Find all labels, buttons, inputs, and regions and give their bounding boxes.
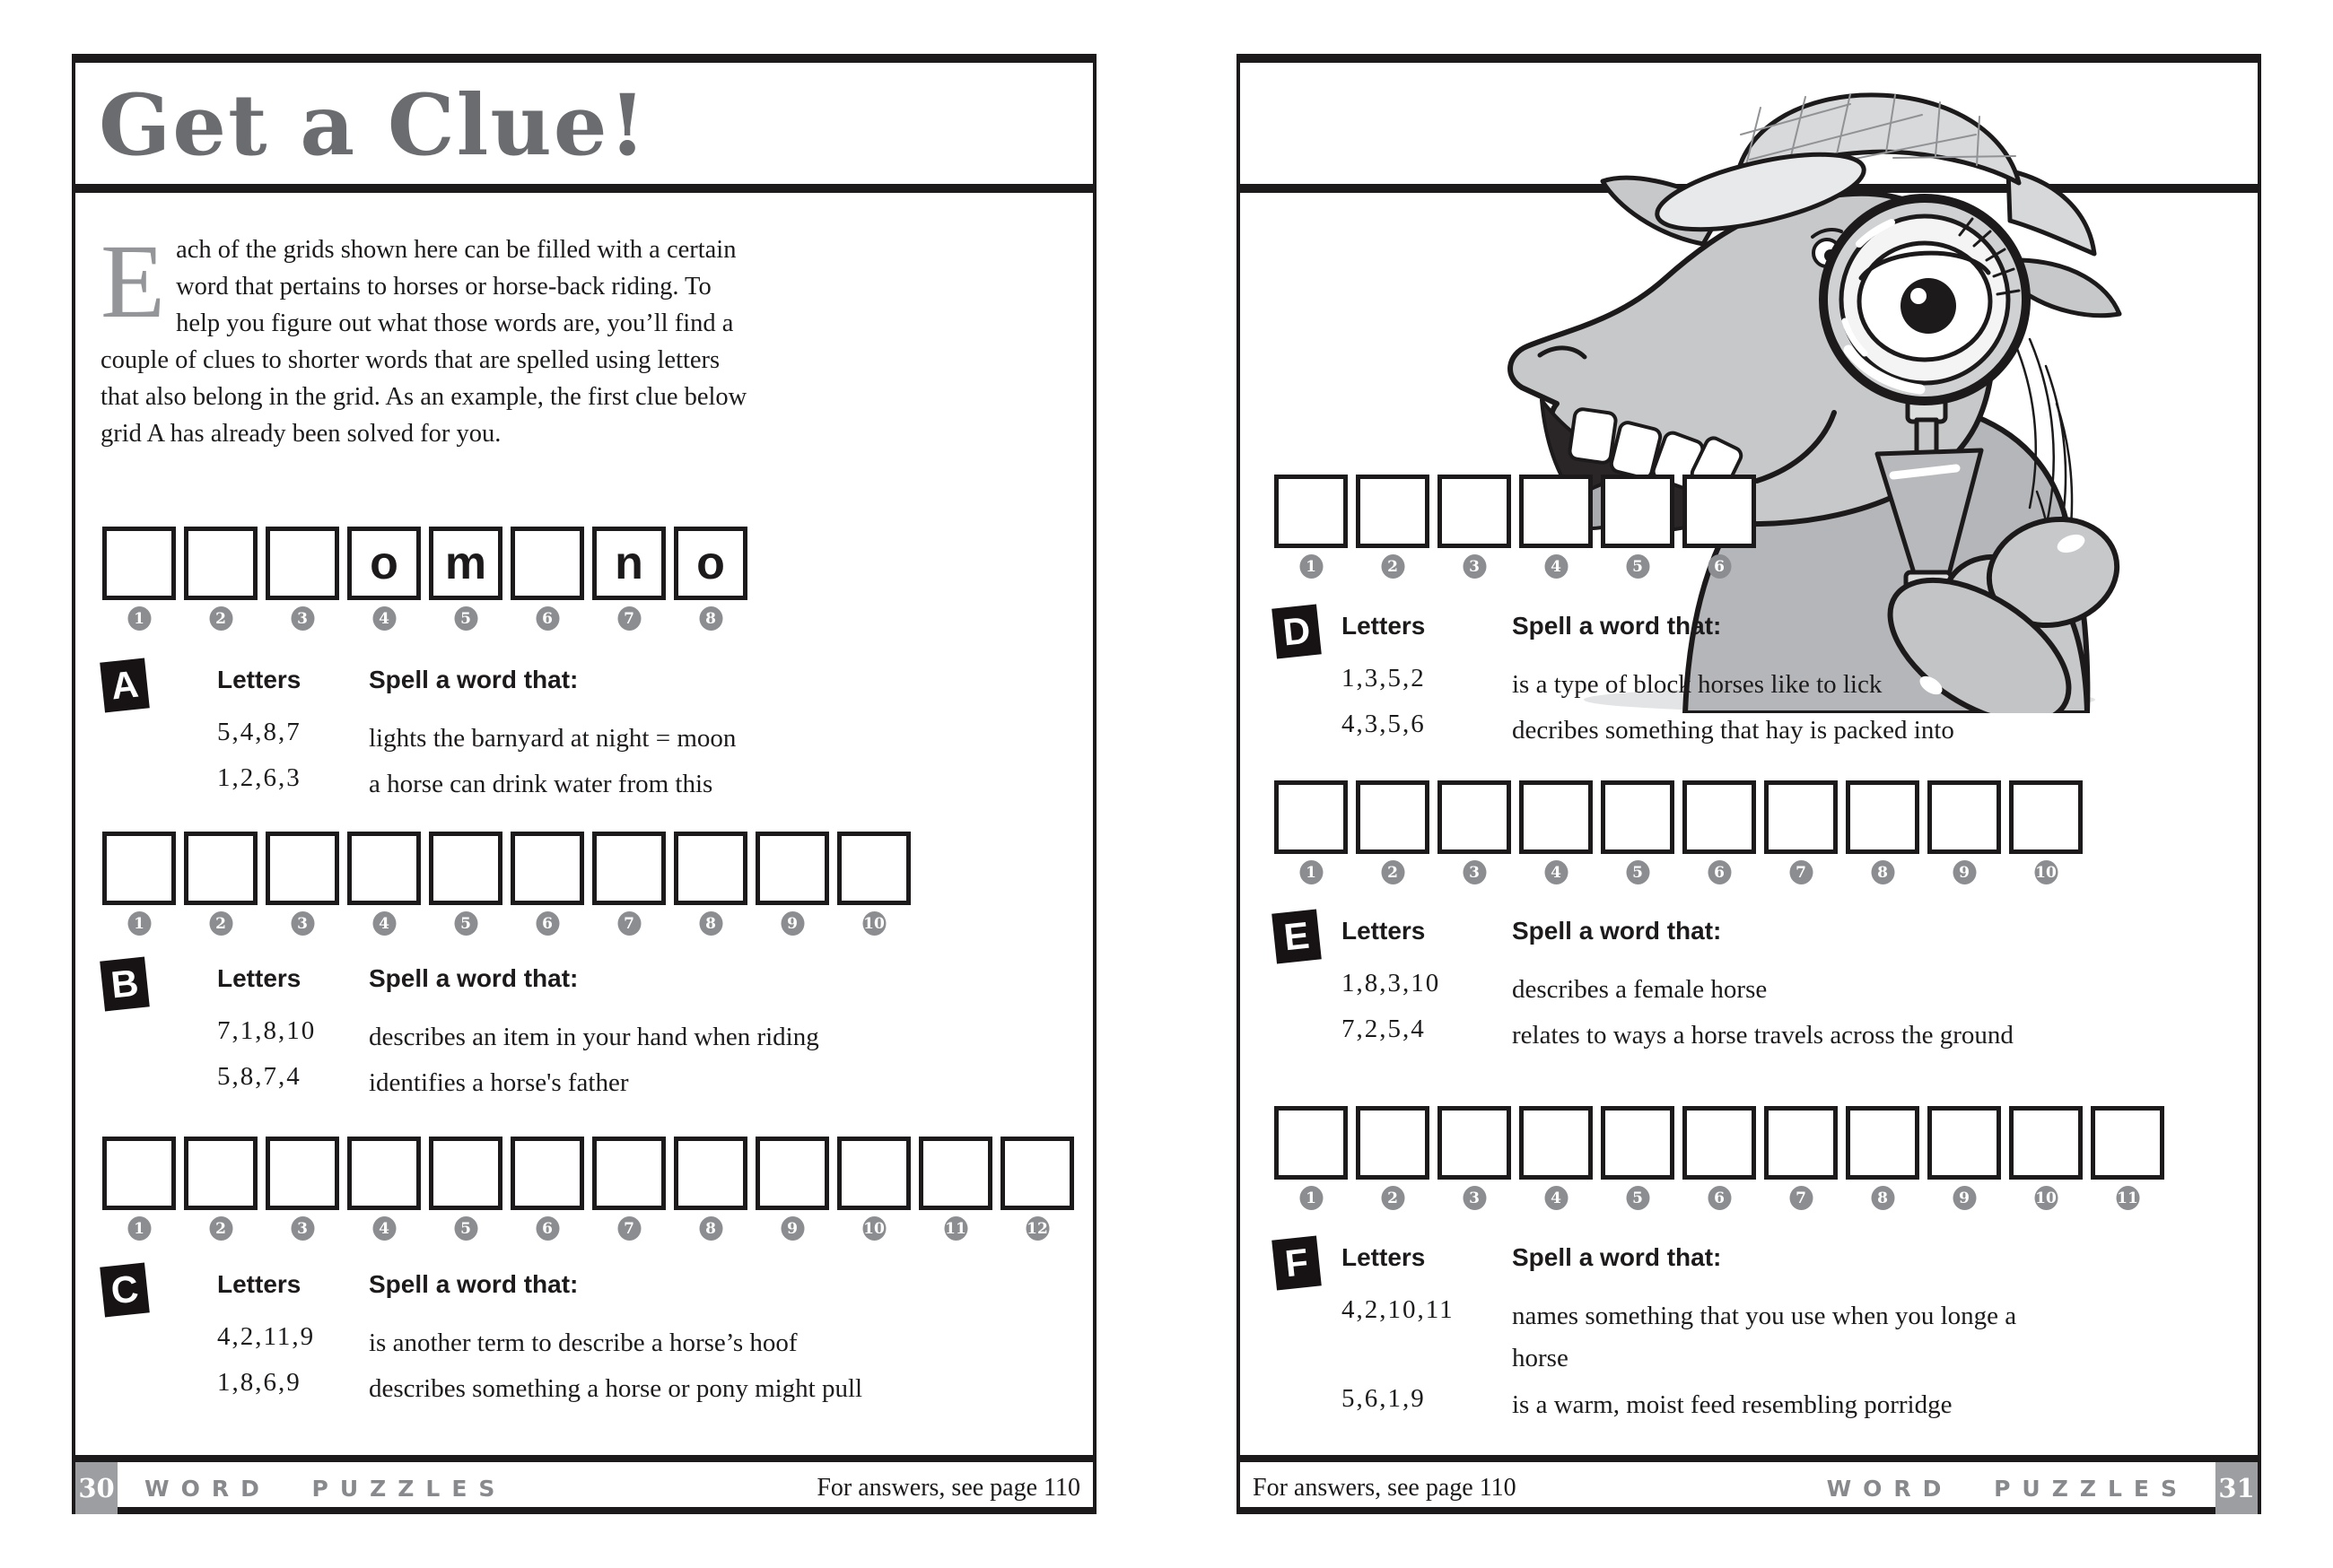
letter-box-f-3 [1437, 1106, 1511, 1180]
letter-box-b-9 [756, 832, 829, 905]
clue-numbers: 1,3,5,2 [1341, 664, 1426, 693]
letter-box-e-2 [1356, 780, 1429, 854]
letter-box-a-4 [347, 527, 421, 600]
position-number: 4 [1544, 860, 1568, 884]
clue-label-a [100, 658, 150, 713]
letter-box-c-2 [184, 1137, 258, 1210]
position-numbers-row [99, 606, 752, 631]
letter-box-f-2 [1356, 1106, 1429, 1180]
intro-paragraph [100, 222, 748, 452]
position-number: 7 [617, 1216, 641, 1241]
position-number: 8 [1871, 1186, 1894, 1210]
prefilled-letter: m [444, 537, 487, 589]
prefilled-letter: o [370, 537, 398, 589]
pupil-glint [1910, 288, 1927, 304]
prefilled-letter: n [615, 537, 643, 589]
position-number: 1 [1299, 554, 1323, 579]
position-number: 2 [1381, 1186, 1404, 1210]
letter-box-b-10 [837, 832, 911, 905]
position-number: 1 [1299, 1186, 1323, 1210]
position-number: 5 [1626, 860, 1649, 884]
clue-block-e [1274, 910, 2243, 1116]
letter-box-c-3 [266, 1137, 339, 1210]
position-number: 4 [372, 911, 396, 936]
letter-box-a-5 [429, 527, 502, 600]
answers-note: For answers, see page 110 [817, 1474, 1080, 1502]
position-number: 6 [1708, 860, 1731, 884]
page-number: 31 [2215, 1462, 2258, 1514]
letter-box-e-4 [1519, 780, 1593, 854]
clue-text: describes something a horse or pony might pull [369, 1374, 863, 1403]
answers-note: For answers, see page 110 [1253, 1474, 1516, 1502]
position-numbers-row [1271, 554, 1761, 579]
position-number: 10 [862, 911, 886, 936]
position-number: 4 [1544, 1186, 1568, 1210]
clue-numbers: 4,3,5,6 [1341, 710, 1426, 738]
letter-box-f-9 [1927, 1106, 2001, 1180]
letter-box-c-11 [919, 1137, 992, 1210]
position-number: 9 [1953, 1186, 1976, 1210]
clue-text: describes a female horse [1512, 975, 1768, 1004]
letter-box-e-5 [1601, 780, 1674, 854]
letter-box-e-8 [1846, 780, 1919, 854]
position-number: 7 [1789, 1186, 1813, 1210]
position-number: 11 [944, 1216, 967, 1241]
page-number: 30 [75, 1462, 118, 1514]
clue-numbers: 7,1,8,10 [217, 1016, 317, 1045]
position-numbers-row [99, 911, 915, 936]
position-number: 1 [1299, 860, 1323, 884]
letter-box-d-3 [1437, 475, 1511, 548]
clue-label-b [100, 957, 150, 1012]
clue-text: is a warm, moist feed resembling porridge [1512, 1390, 1953, 1419]
clue-label-c [100, 1263, 150, 1318]
spell-header: Spell a word that: [1512, 612, 1722, 640]
title-rule [75, 184, 1093, 193]
position-number: 5 [1626, 554, 1649, 579]
letter-box-a-2 [184, 527, 258, 600]
clue-numbers: 4,2,10,11 [1341, 1295, 1455, 1324]
clue-numbers: 1,8,6,9 [217, 1368, 301, 1397]
position-number: 2 [209, 606, 232, 631]
letter-boxes-row [1274, 475, 1764, 548]
position-number: 7 [1789, 860, 1813, 884]
letter-box-c-7 [592, 1137, 666, 1210]
spell-header: Spell a word that: [369, 964, 579, 992]
letter-box-c-8 [674, 1137, 747, 1210]
left-page [72, 54, 1097, 1514]
right-page-footer [1240, 1455, 2258, 1514]
letter-box-a-7 [592, 527, 666, 600]
letter-box-d-4 [1519, 475, 1593, 548]
series-title: WORD PUZZLES [144, 1475, 507, 1502]
position-number: 1 [127, 911, 151, 936]
right-page [1236, 54, 2261, 1514]
position-number: 5 [454, 1216, 477, 1241]
series-title: WORD PUZZLES [1826, 1475, 2189, 1502]
letter-box-c-1 [102, 1137, 176, 1210]
position-number: 4 [372, 606, 396, 631]
letter-box-d-2 [1356, 475, 1429, 548]
position-number: 3 [291, 606, 314, 631]
letter-box-f-11 [2091, 1106, 2164, 1180]
clue-label-e [1271, 910, 1322, 964]
grid-d [1274, 475, 1764, 579]
clue-text: identifies a horse's father [369, 1068, 629, 1097]
position-number: 6 [1708, 1186, 1731, 1210]
position-number: 4 [1544, 554, 1568, 579]
letters-header: Letters [1341, 612, 1426, 640]
position-number: 4 [372, 1216, 396, 1241]
position-number: 2 [209, 1216, 232, 1241]
position-number: 10 [2034, 860, 2058, 884]
clue-text: lights the barnyard at night = moon [369, 724, 737, 753]
letter-box-c-12 [1000, 1137, 1074, 1210]
position-number: 9 [781, 911, 804, 936]
position-number: 3 [1463, 860, 1486, 884]
letter-box-b-6 [511, 832, 584, 905]
clue-numbers: 1,8,3,10 [1341, 969, 1441, 997]
spell-header: Spell a word that: [1512, 1243, 1722, 1271]
spell-header: Spell a word that: [369, 666, 579, 693]
letter-box-a-8 [674, 527, 747, 600]
clue-letter: B [109, 961, 141, 1006]
position-number: 8 [699, 911, 722, 936]
position-number: 1 [127, 606, 151, 631]
letters-header: Letters [217, 666, 301, 693]
position-number: 8 [699, 1216, 722, 1241]
letter-box-c-4 [347, 1137, 421, 1210]
clue-text: a horse can drink water from this [369, 770, 713, 798]
position-number: 12 [1026, 1216, 1049, 1241]
letter-box-b-2 [184, 832, 258, 905]
clue-label-d [1271, 605, 1322, 659]
position-number: 2 [209, 911, 232, 936]
left-page-footer [75, 1455, 1093, 1514]
right-ear [2021, 260, 2119, 316]
position-number: 3 [291, 1216, 314, 1241]
position-number: 10 [862, 1216, 886, 1241]
letter-box-e-3 [1437, 780, 1511, 854]
grid-f [1274, 1106, 2172, 1210]
position-number: 5 [454, 911, 477, 936]
position-number: 6 [1708, 554, 1731, 579]
position-number: 9 [1953, 860, 1976, 884]
letter-box-f-8 [1846, 1106, 1919, 1180]
prefilled-letter: o [696, 537, 725, 589]
position-number: 5 [1626, 1186, 1649, 1210]
position-number: 6 [536, 606, 559, 631]
letter-box-a-3 [266, 527, 339, 600]
letter-box-f-4 [1519, 1106, 1593, 1180]
position-number: 10 [2034, 1186, 2058, 1210]
clue-numbers: 5,6,1,9 [1341, 1384, 1426, 1413]
clue-numbers: 5,4,8,7 [217, 718, 301, 746]
drop-cap: E [100, 222, 166, 340]
title-area [75, 63, 1093, 184]
clue-text: is another term to describe a horse’s hoof [369, 1328, 798, 1357]
clue-text: describes an item in your hand when riding [369, 1023, 819, 1051]
clue-label-f [1271, 1236, 1322, 1291]
clue-block-b [102, 957, 1071, 1163]
clue-text: decribes something that hay is packed into [1512, 716, 1954, 745]
letter-box-d-6 [1682, 475, 1756, 548]
clue-numbers: 4,2,11,9 [217, 1322, 316, 1351]
letter-box-b-5 [429, 832, 502, 905]
position-number: 3 [291, 911, 314, 936]
letter-box-b-8 [674, 832, 747, 905]
letter-box-f-5 [1601, 1106, 1674, 1180]
position-number: 2 [1381, 860, 1404, 884]
letter-boxes-row [102, 832, 919, 905]
letter-box-f-6 [1682, 1106, 1756, 1180]
position-numbers-row [99, 1216, 1079, 1241]
position-number: 7 [617, 911, 641, 936]
grid-a [102, 527, 756, 631]
magnified-pupil [1900, 278, 1956, 334]
letter-box-e-9 [1927, 780, 2001, 854]
letter-box-c-10 [837, 1137, 911, 1210]
intro-text: ach of the grids shown here can be filled with a certain word that pertains to horses or horse-back riding. To help you figure out what those words are, you’ll find a couple of clues to shorter words that are spelled using letters that also belong in the grid. As an example, the first clue below grid A has already been solved for you. [100, 236, 747, 448]
position-number: 1 [127, 1216, 151, 1241]
grid-c [102, 1137, 1082, 1241]
spell-header: Spell a word that: [1512, 917, 1722, 945]
clue-letter: D [1280, 608, 1313, 654]
spell-header: Spell a word that: [369, 1270, 579, 1298]
position-number: 6 [536, 911, 559, 936]
clue-text: is a type of block horses like to lick [1512, 670, 1883, 699]
position-number: 5 [454, 606, 477, 631]
letter-box-d-1 [1274, 475, 1348, 548]
clue-numbers: 7,2,5,4 [1341, 1015, 1426, 1043]
grid-e [1274, 780, 2091, 884]
position-number: 7 [617, 606, 641, 631]
letter-box-c-9 [756, 1137, 829, 1210]
letter-box-c-5 [429, 1137, 502, 1210]
letter-box-f-7 [1764, 1106, 1838, 1180]
clue-block-c [102, 1263, 1071, 1469]
clue-numbers: 1,2,6,3 [217, 763, 301, 792]
letter-boxes-row [102, 1137, 1082, 1210]
handle-shaft [1917, 420, 1936, 454]
clue-block-f [1274, 1236, 2243, 1442]
position-number: 2 [1381, 554, 1404, 579]
letters-header: Letters [1341, 917, 1426, 945]
letter-box-f-1 [1274, 1106, 1348, 1180]
clue-letter: F [1282, 1240, 1311, 1285]
page-title: Get a Clue! [99, 76, 648, 175]
letter-box-e-6 [1682, 780, 1756, 854]
clue-numbers: 5,8,7,4 [217, 1062, 301, 1091]
letter-box-f-10 [2009, 1106, 2083, 1180]
position-number: 8 [699, 606, 722, 631]
letter-box-e-1 [1274, 780, 1348, 854]
letter-boxes-row [1274, 780, 2091, 854]
position-numbers-row [1271, 860, 2087, 884]
clue-text: names something that you use when you longe a horse [1512, 1302, 2017, 1372]
letters-header: Letters [1341, 1243, 1426, 1271]
clue-letter: C [109, 1267, 141, 1312]
letter-box-b-4 [347, 832, 421, 905]
letter-box-b-1 [102, 832, 176, 905]
letters-header: Letters [217, 964, 301, 992]
letter-box-a-1 [102, 527, 176, 600]
position-number: 8 [1871, 860, 1894, 884]
clue-text: relates to ways a horse travels across the ground [1512, 1021, 2014, 1050]
position-number: 3 [1463, 554, 1486, 579]
letter-box-b-3 [266, 832, 339, 905]
letter-boxes-row [1274, 1106, 2172, 1180]
letter-box-b-7 [592, 832, 666, 905]
position-numbers-row [1271, 1186, 2169, 1210]
letter-box-e-10 [2009, 780, 2083, 854]
clue-letter: E [1281, 913, 1312, 959]
position-number: 9 [781, 1216, 804, 1241]
letter-boxes-row [102, 527, 756, 600]
position-number: 6 [536, 1216, 559, 1241]
position-number: 3 [1463, 1186, 1486, 1210]
clue-letter: A [109, 662, 141, 708]
position-number: 11 [2116, 1186, 2139, 1210]
grid-b [102, 832, 919, 936]
letter-box-c-6 [511, 1137, 584, 1210]
letters-header: Letters [217, 1270, 301, 1298]
letter-box-e-7 [1764, 780, 1838, 854]
letter-box-d-5 [1601, 475, 1674, 548]
letter-box-a-6 [511, 527, 584, 600]
